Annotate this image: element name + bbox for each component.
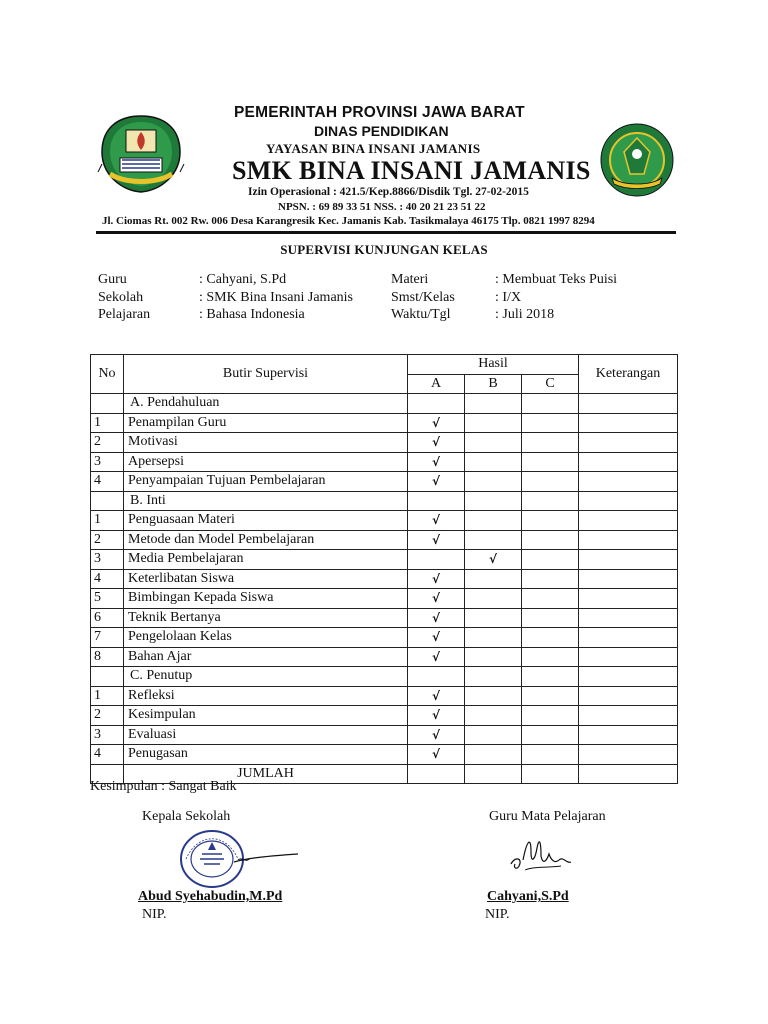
result-cell-b: [465, 491, 522, 511]
total-cell-c: [522, 764, 579, 784]
remark-cell: [579, 472, 678, 492]
section-row: [91, 394, 678, 414]
header-no: No: [91, 355, 124, 394]
table-row: [91, 589, 678, 609]
table-row: [91, 569, 678, 589]
section-title: A. Pendahuluan: [124, 394, 408, 414]
result-cell-a: √: [408, 511, 465, 531]
result-cell-b: [465, 725, 522, 745]
total-cell-b: [465, 764, 522, 784]
remark-cell: [579, 511, 678, 531]
result-cell-c: [522, 589, 579, 609]
result-cell-b: [465, 667, 522, 687]
letterhead-line3: YAYASAN BINA INSANI JAMANIS: [266, 141, 481, 156]
remark-cell: [579, 706, 678, 726]
row-item: Evaluasi: [124, 725, 408, 745]
result-cell-a: √: [408, 647, 465, 667]
result-cell-c: [522, 667, 579, 687]
result-cell-b: [465, 628, 522, 648]
result-cell-c: [522, 706, 579, 726]
row-number: 8: [91, 647, 124, 667]
remark-cell: [579, 491, 678, 511]
table-row: [91, 686, 678, 706]
result-cell-b: [465, 472, 522, 492]
result-cell-b: [465, 686, 522, 706]
result-cell-c: [522, 491, 579, 511]
remark-cell: [579, 569, 678, 589]
remark-cell: [579, 667, 678, 687]
result-cell-a: [408, 491, 465, 511]
table-header-row: [91, 355, 678, 375]
result-cell-b: [465, 452, 522, 472]
row-item: Refleksi: [124, 686, 408, 706]
header-a: A: [408, 374, 465, 394]
row-item: Metode dan Model Pembelajaran: [124, 530, 408, 550]
result-cell-c: [522, 452, 579, 472]
result-cell-b: [465, 433, 522, 453]
result-cell-b: [465, 589, 522, 609]
row-number: 1: [91, 686, 124, 706]
result-cell-c: [522, 608, 579, 628]
result-cell-c: [522, 530, 579, 550]
result-cell-b: [465, 647, 522, 667]
info-row-school: [98, 289, 353, 307]
table-row: [91, 628, 678, 648]
info-value: : I/X: [495, 289, 522, 305]
section-row: [91, 491, 678, 511]
result-cell-b: [465, 608, 522, 628]
info-value: : Membuat Teks Puisi: [495, 272, 618, 287]
school-logo-icon: [598, 122, 676, 198]
section-no-cell: [91, 491, 124, 511]
result-cell-a: √: [408, 413, 465, 433]
result-cell-c: [522, 628, 579, 648]
remark-cell: [579, 394, 678, 414]
principal-role: Kepala Sekolah: [142, 809, 231, 824]
npsn-nss: NPSN. : 69 89 33 51 NSS. : 40 20 21 23 51 22: [278, 201, 486, 213]
table-body: [91, 394, 678, 784]
row-item: Penyampaian Tujuan Pembelajaran: [124, 472, 408, 492]
teacher-nip: NIP.: [485, 907, 510, 922]
row-number: 7: [91, 628, 124, 648]
school-stamp-icon: [178, 828, 302, 890]
remark-cell: [579, 413, 678, 433]
letterhead-line1: PEMERINTAH PROVINSI JAWA BARAT: [234, 104, 525, 121]
header-keterangan: Keterangan: [579, 355, 678, 394]
info-label: Pelajaran: [98, 307, 151, 322]
result-cell-c: [522, 569, 579, 589]
info-value: : SMK Bina Insani Jamanis: [199, 289, 353, 305]
teacher-signature-icon: [505, 830, 575, 880]
result-cell-a: √: [408, 608, 465, 628]
table-row: [91, 433, 678, 453]
principal-nip: NIP.: [142, 907, 167, 922]
supervision-table: [90, 354, 678, 784]
result-cell-c: [522, 433, 579, 453]
row-number: 2: [91, 530, 124, 550]
teacher-role: Guru Mata Pelajaran: [489, 809, 606, 824]
row-item: Bahan Ajar: [124, 647, 408, 667]
letterhead-line2: DINAS PENDIDIKAN: [314, 123, 449, 139]
table-row: [91, 608, 678, 628]
section-row: [91, 667, 678, 687]
result-cell-a: √: [408, 452, 465, 472]
info-row-time-date: [391, 306, 617, 324]
info-row-teacher: [98, 271, 353, 289]
result-cell-a: √: [408, 589, 465, 609]
remark-cell: [579, 745, 678, 765]
remark-cell: [579, 433, 678, 453]
school-address: Jl. Ciomas Rt. 002 Rw. 006 Desa Karangresik Kec. Jamanis Kab. Tasikmalaya 46175 Tlp. 0821 1997 8294: [102, 215, 595, 227]
info-label: Guru: [98, 272, 127, 287]
table-row: [91, 452, 678, 472]
result-cell-c: [522, 745, 579, 765]
row-number: 3: [91, 725, 124, 745]
row-item: Keterlibatan Siswa: [124, 569, 408, 589]
row-item: Penampilan Guru: [124, 413, 408, 433]
remark-cell: [579, 530, 678, 550]
result-cell-c: [522, 511, 579, 531]
result-cell-b: [465, 394, 522, 414]
result-cell-a: √: [408, 530, 465, 550]
row-number: 6: [91, 608, 124, 628]
principal-name: Abud Syehabudin,M.Pd: [138, 889, 283, 904]
info-label: Sekolah: [98, 289, 144, 305]
total-cell-a: [408, 764, 465, 784]
result-cell-a: √: [408, 628, 465, 648]
result-cell-c: [522, 647, 579, 667]
row-number: 5: [91, 589, 124, 609]
remark-cell: [579, 686, 678, 706]
header-hasil: Hasil: [408, 355, 579, 375]
result-cell-a: [408, 667, 465, 687]
row-number: 4: [91, 569, 124, 589]
section-no-cell: [91, 394, 124, 414]
header-item: Butir Supervisi: [124, 355, 408, 394]
info-value: : Bahasa Indonesia: [199, 307, 305, 322]
result-cell-a: [408, 394, 465, 414]
row-number: 2: [91, 706, 124, 726]
info-left: [98, 271, 353, 324]
letterhead-divider: [96, 231, 676, 234]
row-number: 1: [91, 413, 124, 433]
row-item: Kesimpulan: [124, 706, 408, 726]
row-item: Penguasaan Materi: [124, 511, 408, 531]
result-cell-a: √: [408, 706, 465, 726]
row-item: Penugasan: [124, 745, 408, 765]
remark-cell: [579, 647, 678, 667]
result-cell-b: [465, 745, 522, 765]
remark-cell: [579, 608, 678, 628]
document-title: SUPERVISI KUNJUNGAN KELAS: [280, 242, 488, 257]
table-row: [91, 706, 678, 726]
result-cell-c: [522, 686, 579, 706]
info-row-material: [391, 271, 617, 289]
row-number: 3: [91, 452, 124, 472]
info-value: : Juli 2018: [495, 307, 555, 322]
header-b: B: [465, 374, 522, 394]
result-cell-a: √: [408, 569, 465, 589]
result-cell-a: √: [408, 433, 465, 453]
west-java-emblem-icon: [96, 112, 186, 194]
row-number: 3: [91, 550, 124, 570]
info-right: [391, 271, 617, 324]
result-cell-a: [408, 550, 465, 570]
row-number: 4: [91, 472, 124, 492]
row-item: Teknik Bertanya: [124, 608, 408, 628]
remark-cell: [579, 452, 678, 472]
remark-cell: [579, 628, 678, 648]
result-cell-b: [465, 706, 522, 726]
row-item: Media Pembelajaran: [124, 550, 408, 570]
table-row: [91, 511, 678, 531]
row-number: 2: [91, 433, 124, 453]
result-cell-c: [522, 413, 579, 433]
total-remark-cell: [579, 764, 678, 784]
result-cell-c: [522, 725, 579, 745]
remark-cell: [579, 589, 678, 609]
table-row: [91, 530, 678, 550]
row-number: 4: [91, 745, 124, 765]
table-row: [91, 550, 678, 570]
result-cell-b: [465, 530, 522, 550]
result-cell-b: √: [465, 550, 522, 570]
result-cell-a: √: [408, 745, 465, 765]
remark-cell: [579, 550, 678, 570]
section-title: C. Penutup: [124, 667, 408, 687]
row-item: Apersepsi: [124, 452, 408, 472]
row-number: 1: [91, 511, 124, 531]
table-row: [91, 647, 678, 667]
row-item: Pengelolaan Kelas: [124, 628, 408, 648]
operational-permit: Izin Operasional : 421.5/Kep.8866/Disdik Tgl. 27-02-2015: [248, 186, 529, 198]
conclusion: Kesimpulan : Sangat Baik: [90, 779, 237, 794]
result-cell-c: [522, 472, 579, 492]
info-label: Waktu/Tgl: [391, 307, 451, 322]
remark-cell: [579, 725, 678, 745]
row-item: Motivasi: [124, 433, 408, 453]
section-no-cell: [91, 667, 124, 687]
teacher-name: Cahyani,S.Pd: [487, 889, 569, 904]
table-row: [91, 745, 678, 765]
info-label: Smst/Kelas: [391, 289, 455, 305]
total-label: JUMLAH: [124, 764, 408, 784]
result-cell-b: [465, 413, 522, 433]
school-name: SMK BINA INSANI JAMANIS: [232, 156, 591, 185]
info-value: : Cahyani, S.Pd: [199, 272, 287, 287]
table-row: [91, 725, 678, 745]
letterhead: [96, 98, 676, 238]
result-cell-c: [522, 394, 579, 414]
result-cell-a: √: [408, 472, 465, 492]
result-cell-c: [522, 550, 579, 570]
section-title: B. Inti: [124, 491, 408, 511]
result-cell-b: [465, 569, 522, 589]
info-row-semester-class: [391, 289, 617, 307]
result-cell-b: [465, 511, 522, 531]
info-label: Materi: [391, 272, 429, 287]
header-c: C: [522, 374, 579, 394]
table-row: [91, 413, 678, 433]
info-row-subject: [98, 306, 353, 324]
row-item: Bimbingan Kepada Siswa: [124, 589, 408, 609]
result-cell-a: √: [408, 686, 465, 706]
table-row: [91, 472, 678, 492]
result-cell-a: √: [408, 725, 465, 745]
